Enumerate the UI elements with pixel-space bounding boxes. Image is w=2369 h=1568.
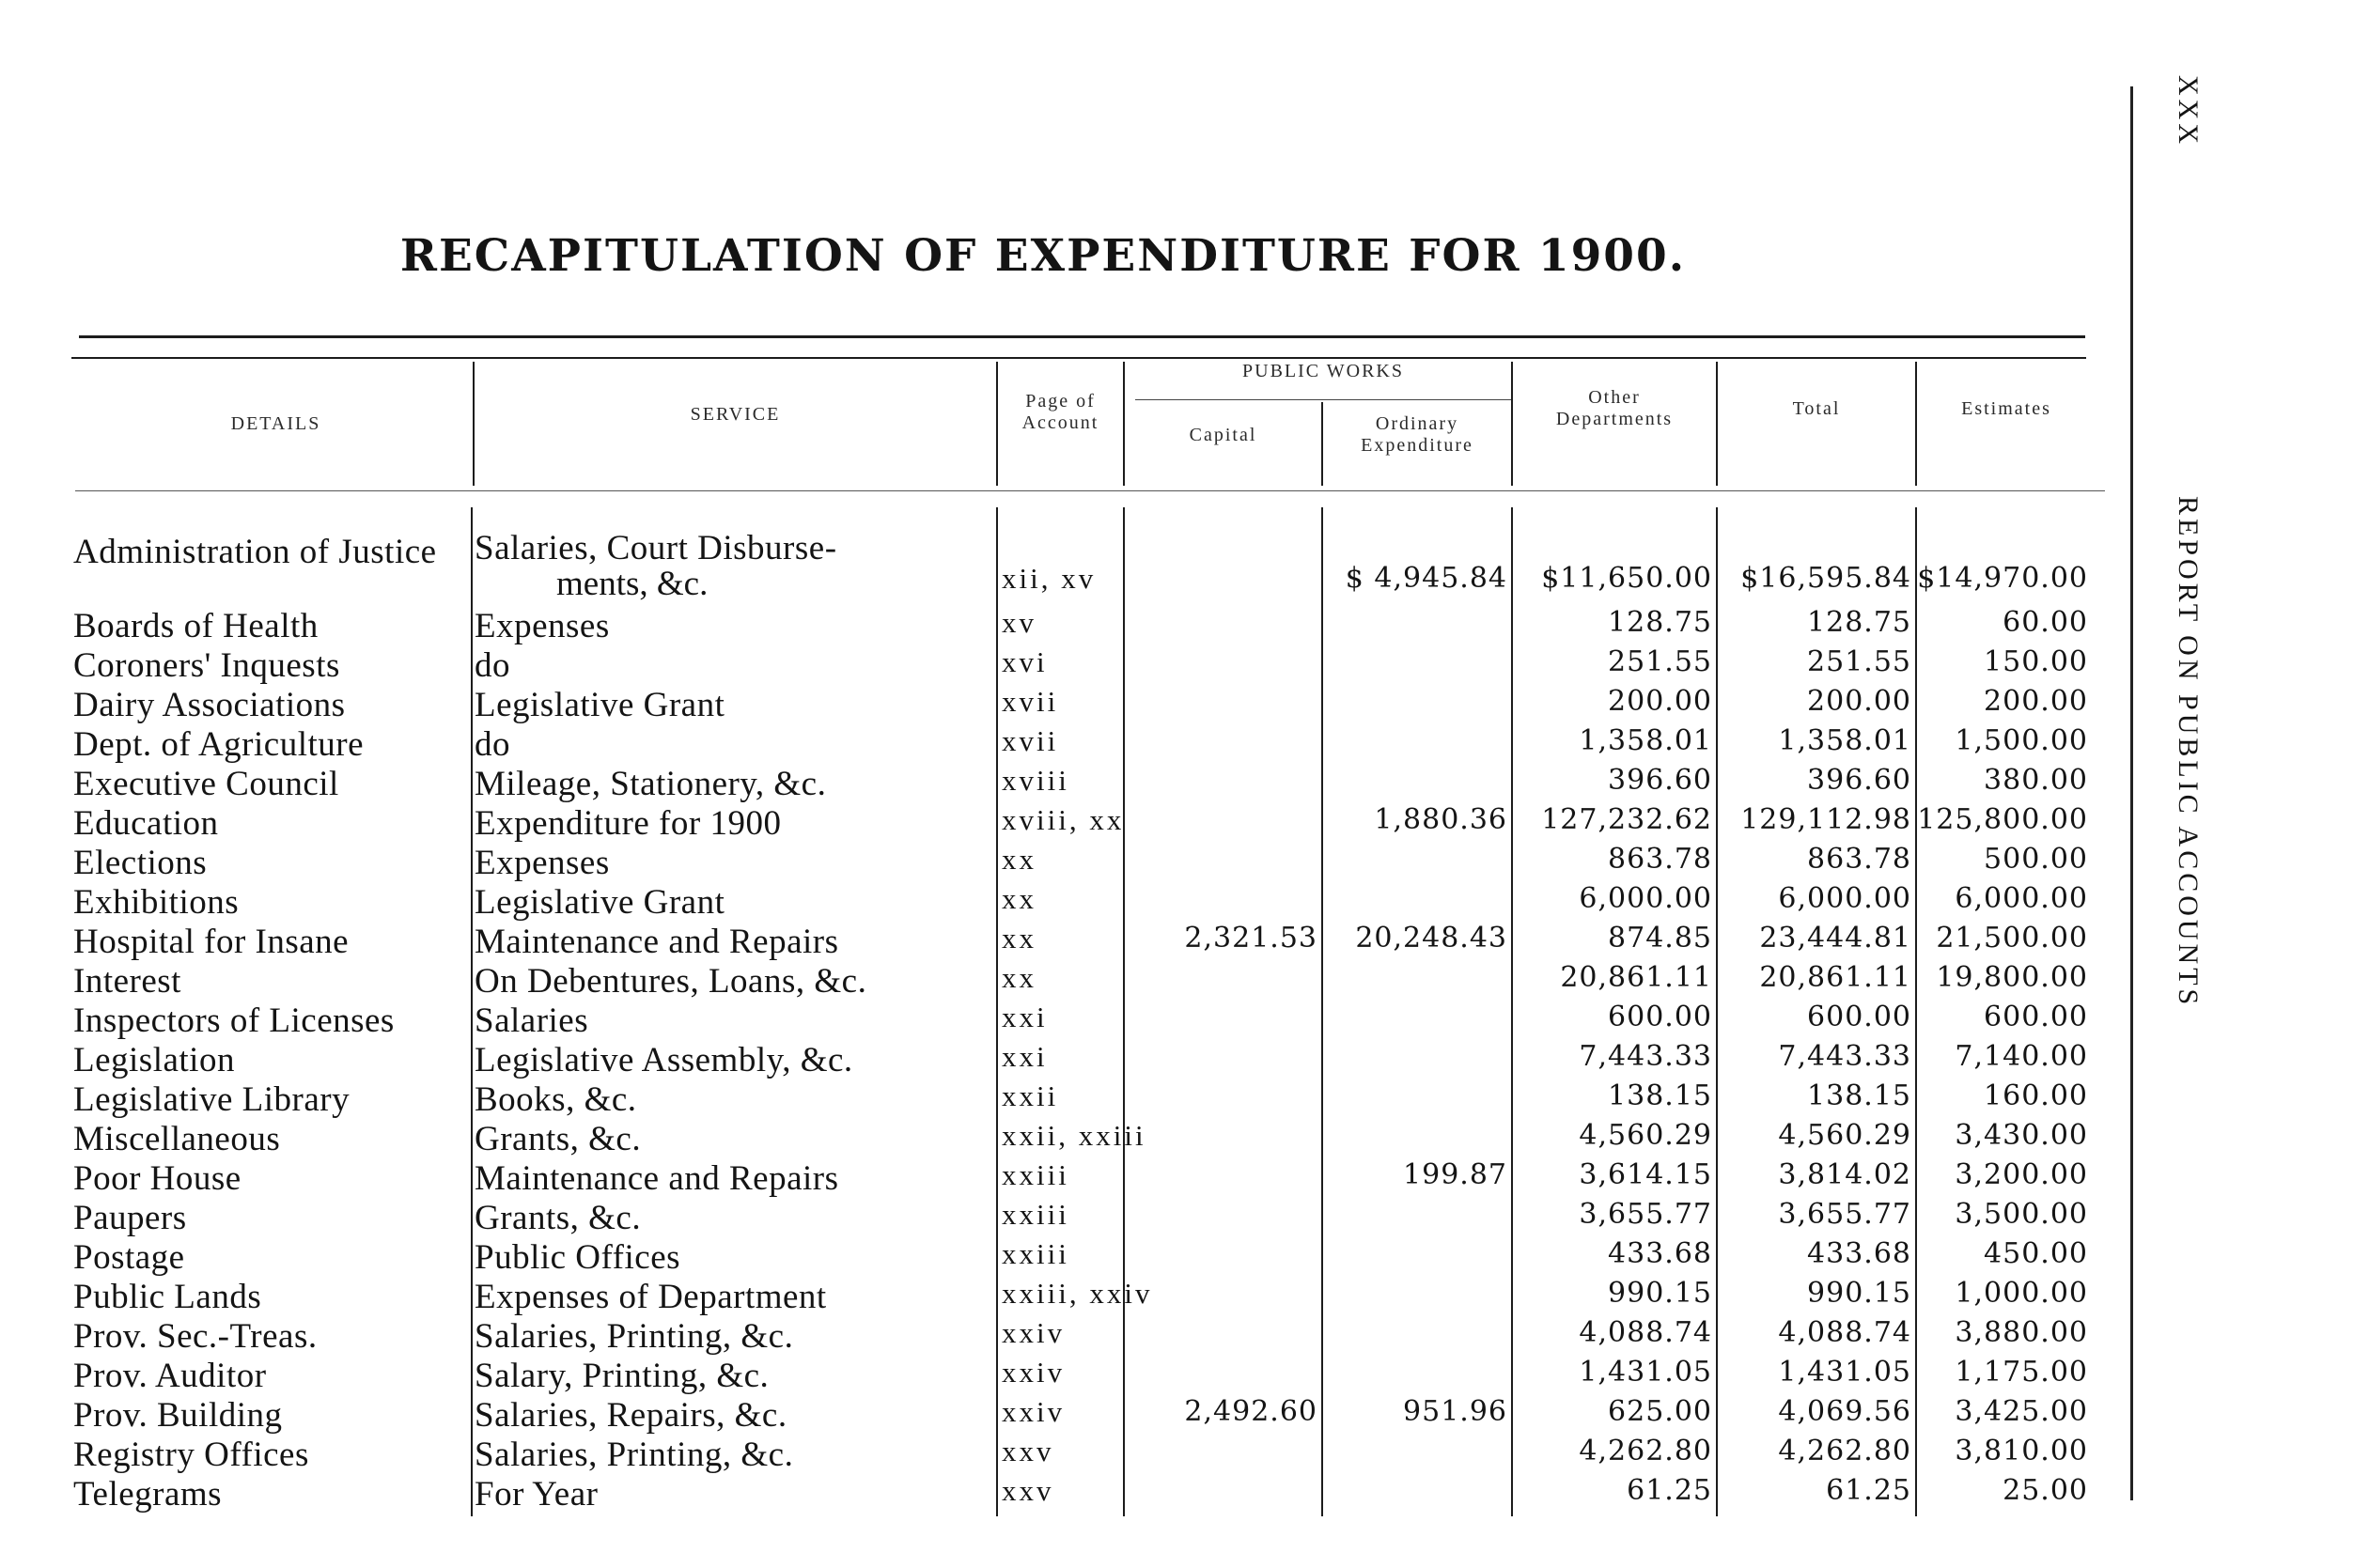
cell-page: xxi xyxy=(1002,1040,1048,1073)
cell-other: 4,560.29 xyxy=(1579,1119,1712,1152)
cell-estimates: 3,425.00 xyxy=(1955,1395,2088,1428)
cell-estimates: 160.00 xyxy=(1984,1079,2088,1112)
header-other-line-1: Other xyxy=(1588,387,1641,408)
header-public-works: PUBLIC WORKS xyxy=(1242,361,1404,381)
cell-ordinary: 1,880.36 xyxy=(1374,803,1507,836)
cell-capital: 2,321.53 xyxy=(1184,922,1317,955)
cell-page: xii, xv xyxy=(1002,562,1097,595)
cell-page: xx xyxy=(1002,882,1036,915)
cell-details: Inspectors of Licenses xyxy=(73,1001,395,1040)
cell-details: Postage xyxy=(73,1238,185,1277)
cell-other: 1,431.05 xyxy=(1579,1356,1712,1389)
cell-other: 7,443.33 xyxy=(1579,1040,1712,1073)
cell-page: xxv xyxy=(1002,1474,1054,1507)
cell-details: Poor House xyxy=(73,1159,242,1198)
cell-estimates: 150.00 xyxy=(1984,645,2088,678)
header-top-rule xyxy=(71,357,2086,359)
cell-estimates: 21,500.00 xyxy=(1936,922,2088,955)
cell-ordinary: $ 4,945.84 xyxy=(1345,562,1507,595)
cell-other: 625.00 xyxy=(1608,1395,1712,1428)
cell-details: Registry Offices xyxy=(73,1436,309,1474)
cell-other: 863.78 xyxy=(1608,843,1712,876)
cell-details: Hospital for Insane xyxy=(73,923,350,961)
header-service: SERVICE xyxy=(690,404,781,425)
cell-total: 138.15 xyxy=(1807,1079,1911,1112)
cell-details: Exhibitions xyxy=(73,883,240,922)
cell-details: Coroners' Inquests xyxy=(73,646,340,685)
cell-page: xxiv xyxy=(1002,1356,1066,1389)
cell-page: xxi xyxy=(1002,1001,1048,1033)
cell-service: Mileage, Stationery, &c. xyxy=(475,765,827,803)
cell-total: 433.68 xyxy=(1807,1237,1911,1270)
cell-details: Paupers xyxy=(73,1199,187,1237)
header-ordinary-line-2: Expenditure xyxy=(1361,435,1473,456)
cell-total: 3,814.02 xyxy=(1778,1158,1911,1191)
cell-service: Legislative Grant xyxy=(475,883,725,922)
cell-ordinary: 951.96 xyxy=(1403,1395,1507,1428)
cell-page: xviii xyxy=(1002,764,1069,797)
cell-page: xvii xyxy=(1002,724,1059,757)
cell-other: 1,358.01 xyxy=(1579,724,1712,757)
cell-service: do xyxy=(475,725,510,764)
cell-service: On Debentures, Loans, &c. xyxy=(475,962,867,1001)
cell-details: Education xyxy=(73,804,219,843)
cell-estimates: 25.00 xyxy=(2003,1474,2088,1507)
cell-details: Prov. Sec.-Treas. xyxy=(73,1317,318,1356)
cell-service: do xyxy=(475,646,510,685)
cell-details: Elections xyxy=(73,844,208,882)
cell-estimates: 3,200.00 xyxy=(1955,1158,2088,1191)
page-number: XXX xyxy=(2173,75,2204,147)
cell-page: xv xyxy=(1002,606,1036,639)
header-other-departments xyxy=(1513,387,1716,430)
cell-total: 7,443.33 xyxy=(1778,1040,1911,1073)
cell-page: xx xyxy=(1002,961,1036,994)
cell-total: 1,358.01 xyxy=(1778,724,1911,757)
cell-service: Public Offices xyxy=(475,1238,681,1277)
cell-total: 4,069.56 xyxy=(1778,1395,1911,1428)
cell-page: xxiii xyxy=(1002,1198,1069,1231)
cell-estimates: 380.00 xyxy=(1984,764,2088,797)
cell-details: Miscellaneous xyxy=(73,1120,281,1158)
cell-total: 863.78 xyxy=(1807,843,1911,876)
cell-page: xvii xyxy=(1002,685,1059,718)
cell-other: 200.00 xyxy=(1608,685,1712,718)
cell-other: 396.60 xyxy=(1608,764,1712,797)
cell-page: xxiii xyxy=(1002,1237,1069,1270)
cell-service: Salaries, Court Disburse- xyxy=(475,529,837,567)
cell-estimates: 200.00 xyxy=(1984,685,2088,718)
cell-other: 128.75 xyxy=(1608,606,1712,639)
header-divider xyxy=(1716,362,1718,486)
cell-details: Legislation xyxy=(73,1041,235,1079)
cell-estimates: 7,140.00 xyxy=(1955,1040,2088,1073)
cell-total: 600.00 xyxy=(1807,1001,1911,1033)
header-bottom-rule xyxy=(75,490,2105,491)
cell-capital: 2,492.60 xyxy=(1184,1395,1317,1428)
cell-total: 23,444.81 xyxy=(1759,922,1911,955)
cell-estimates: 3,880.00 xyxy=(1955,1316,2088,1349)
cell-total: $16,595.84 xyxy=(1740,562,1911,595)
cell-estimates: 6,000.00 xyxy=(1955,882,2088,915)
cell-service: Grants, &c. xyxy=(475,1120,642,1158)
body-divider xyxy=(996,507,998,1516)
header-page-line-1: Page of xyxy=(1025,391,1096,411)
header-estimates: Estimates xyxy=(1961,398,2051,419)
header-ordinary-expenditure xyxy=(1323,413,1511,457)
cell-service: Salaries xyxy=(475,1001,589,1040)
cell-page: xx xyxy=(1002,843,1036,876)
cell-details: Telegrams xyxy=(73,1475,223,1514)
cell-other: $11,650.00 xyxy=(1541,562,1712,595)
cell-total: 200.00 xyxy=(1807,685,1911,718)
header-divider xyxy=(1123,362,1125,486)
cell-service: Salaries, Repairs, &c. xyxy=(475,1396,787,1435)
cell-estimates: 500.00 xyxy=(1984,843,2088,876)
cell-details: Prov. Building xyxy=(73,1396,283,1435)
header-ordinary-line-1: Ordinary xyxy=(1375,413,1459,434)
cell-estimates: 450.00 xyxy=(1984,1237,2088,1270)
cell-estimates: 3,430.00 xyxy=(1955,1119,2088,1152)
cell-total: 129,112.98 xyxy=(1740,803,1911,836)
cell-details: Boards of Health xyxy=(73,607,319,645)
cell-page: xxii xyxy=(1002,1079,1059,1112)
cell-details: Public Lands xyxy=(73,1278,262,1316)
cell-details: Interest xyxy=(73,962,181,1001)
cell-page: xxiv xyxy=(1002,1316,1066,1349)
running-head: REPORT ON PUBLIC ACCOUNTS xyxy=(2173,496,2204,1009)
cell-total: 3,655.77 xyxy=(1778,1198,1911,1231)
cell-other: 990.15 xyxy=(1608,1277,1712,1310)
cell-other: 600.00 xyxy=(1608,1001,1712,1033)
header-page-line-2: Account xyxy=(1021,412,1099,433)
cell-service: Salary, Printing, &c. xyxy=(475,1357,770,1395)
cell-page: xx xyxy=(1002,922,1036,955)
cell-total: 128.75 xyxy=(1807,606,1911,639)
cell-service: Expenses xyxy=(475,607,610,645)
header-page-of-account xyxy=(998,391,1123,434)
cell-total: 1,431.05 xyxy=(1778,1356,1911,1389)
cell-estimates: 3,810.00 xyxy=(1955,1435,2088,1467)
cell-estimates: 1,500.00 xyxy=(1955,724,2088,757)
cell-estimates: 1,000.00 xyxy=(1955,1277,2088,1310)
cell-service: Expenses xyxy=(475,844,610,882)
cell-estimates: 125,800.00 xyxy=(1917,803,2088,836)
header-details: DETAILS xyxy=(230,413,321,434)
cell-ordinary: 199.87 xyxy=(1403,1158,1507,1191)
cell-details: Dept. of Agriculture xyxy=(73,725,364,764)
cell-page: xxiii, xxiv xyxy=(1002,1277,1153,1310)
cell-estimates: $14,970.00 xyxy=(1917,562,2088,595)
cell-other: 3,655.77 xyxy=(1579,1198,1712,1231)
cell-other: 6,000.00 xyxy=(1579,882,1712,915)
public-works-rule xyxy=(1135,399,1511,400)
cell-details: Prov. Auditor xyxy=(73,1357,267,1395)
cell-page: xvi xyxy=(1002,645,1048,678)
cell-total: 20,861.11 xyxy=(1759,961,1911,994)
cell-estimates: 600.00 xyxy=(1984,1001,2088,1033)
cell-service: Expenses of Department xyxy=(475,1278,827,1316)
header-capital: Capital xyxy=(1189,425,1257,445)
cell-service: Books, &c. xyxy=(475,1080,637,1119)
cell-service: Maintenance and Repairs xyxy=(475,1159,839,1198)
page-title: RECAPITULATION OF EXPENDITURE FOR 1900. xyxy=(399,230,1687,282)
cell-details: Administration of Justice xyxy=(73,533,437,571)
cell-service: For Year xyxy=(475,1475,599,1514)
cell-total: 4,088.74 xyxy=(1778,1316,1911,1349)
service-continuation: ments, &c. xyxy=(556,565,709,603)
cell-other: 4,088.74 xyxy=(1579,1316,1712,1349)
cell-page: xxiv xyxy=(1002,1395,1066,1428)
cell-total: 4,262.80 xyxy=(1778,1435,1911,1467)
cell-service: Grants, &c. xyxy=(475,1199,642,1237)
cell-total: 4,560.29 xyxy=(1778,1119,1911,1152)
cell-total: 990.15 xyxy=(1807,1277,1911,1310)
cell-service: Legislative Grant xyxy=(475,686,725,724)
cell-service: Expenditure for 1900 xyxy=(475,804,782,843)
margin-rule xyxy=(2130,86,2133,1500)
cell-page: xxii, xxiii xyxy=(1002,1119,1146,1152)
cell-other: 20,861.11 xyxy=(1560,961,1712,994)
cell-other: 4,262.80 xyxy=(1579,1435,1712,1467)
cell-service: Salaries, Printing, &c. xyxy=(475,1436,794,1474)
header-other-line-2: Departments xyxy=(1555,409,1674,429)
cell-total: 61.25 xyxy=(1826,1474,1911,1507)
cell-estimates: 19,800.00 xyxy=(1936,961,2088,994)
cell-other: 3,614.15 xyxy=(1579,1158,1712,1191)
cell-other: 61.25 xyxy=(1627,1474,1712,1507)
cell-details: Dairy Associations xyxy=(73,686,346,724)
header-divider xyxy=(1915,362,1917,486)
cell-estimates: 1,175.00 xyxy=(1955,1356,2088,1389)
cell-other: 127,232.62 xyxy=(1541,803,1712,836)
cell-page: xxiii xyxy=(1002,1158,1069,1191)
cell-other: 433.68 xyxy=(1608,1237,1712,1270)
cell-page: xviii, xx xyxy=(1002,803,1125,836)
cell-other: 138.15 xyxy=(1608,1079,1712,1112)
cell-service: Maintenance and Repairs xyxy=(475,923,839,961)
cell-total: 396.60 xyxy=(1807,764,1911,797)
cell-estimates: 60.00 xyxy=(2003,606,2088,639)
cell-ordinary: 20,248.43 xyxy=(1355,922,1507,955)
title-rule xyxy=(79,335,2085,338)
cell-details: Legislative Library xyxy=(73,1080,351,1119)
cell-other: 874.85 xyxy=(1608,922,1712,955)
cell-service: Salaries, Printing, &c. xyxy=(475,1317,794,1356)
cell-total: 6,000.00 xyxy=(1778,882,1911,915)
header-total: Total xyxy=(1792,398,1841,419)
cell-service: Legislative Assembly, &c. xyxy=(475,1041,853,1079)
cell-estimates: 3,500.00 xyxy=(1955,1198,2088,1231)
cell-other: 251.55 xyxy=(1608,645,1712,678)
body-divider xyxy=(1321,507,1323,1516)
cell-total: 251.55 xyxy=(1807,645,1911,678)
cell-page: xxv xyxy=(1002,1435,1054,1467)
cell-details: Executive Council xyxy=(73,765,339,803)
